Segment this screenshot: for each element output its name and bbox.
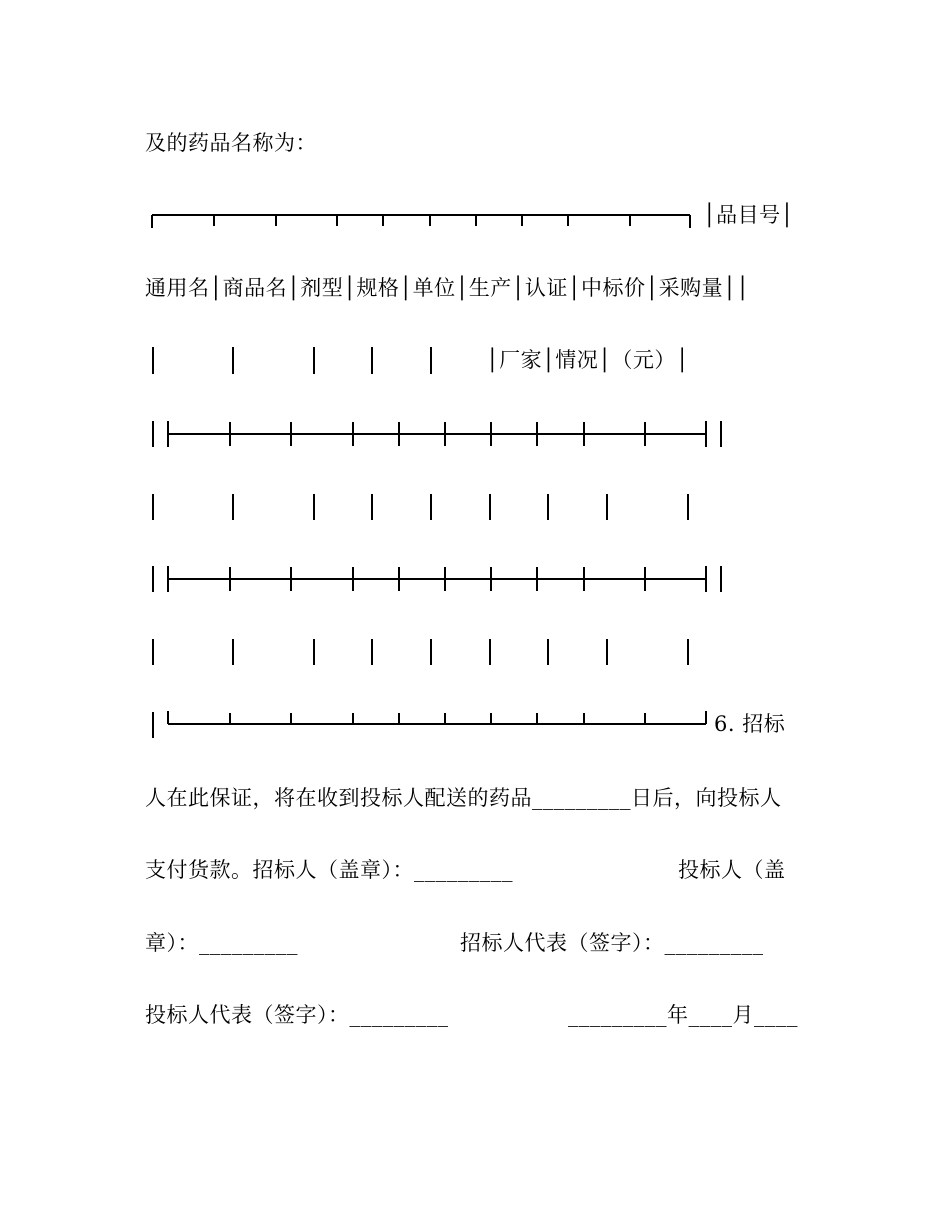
- bidder-rep-signature: 投标人代表（签字）：_________: [145, 1003, 449, 1027]
- payment-line: 人在此保证，将在收到投标人配送的药品_________日后，向投标人: [145, 786, 782, 810]
- header-row: 通用名│商品名│剂型│规格│单位│生产│认证│中标价│采购量││: [145, 276, 750, 300]
- date-line: _________年____月____: [568, 1003, 798, 1027]
- bidder-seal-label: 投标人（盖: [678, 858, 786, 882]
- bidder-seal-continued: 章）：_________: [145, 931, 298, 955]
- intro-line: 及的药品名称为：: [145, 131, 317, 155]
- header-row-2: │厂家│情况│（元）│: [486, 348, 690, 372]
- clause-6-start: 6. 招标: [714, 712, 786, 736]
- header-pinmu: │品目号│: [703, 203, 794, 227]
- tenderer-seal-line: 支付货款。招标人（盖章）：_________: [145, 858, 513, 882]
- tenderer-rep-signature: 招标人代表（签字）：_________: [460, 931, 764, 955]
